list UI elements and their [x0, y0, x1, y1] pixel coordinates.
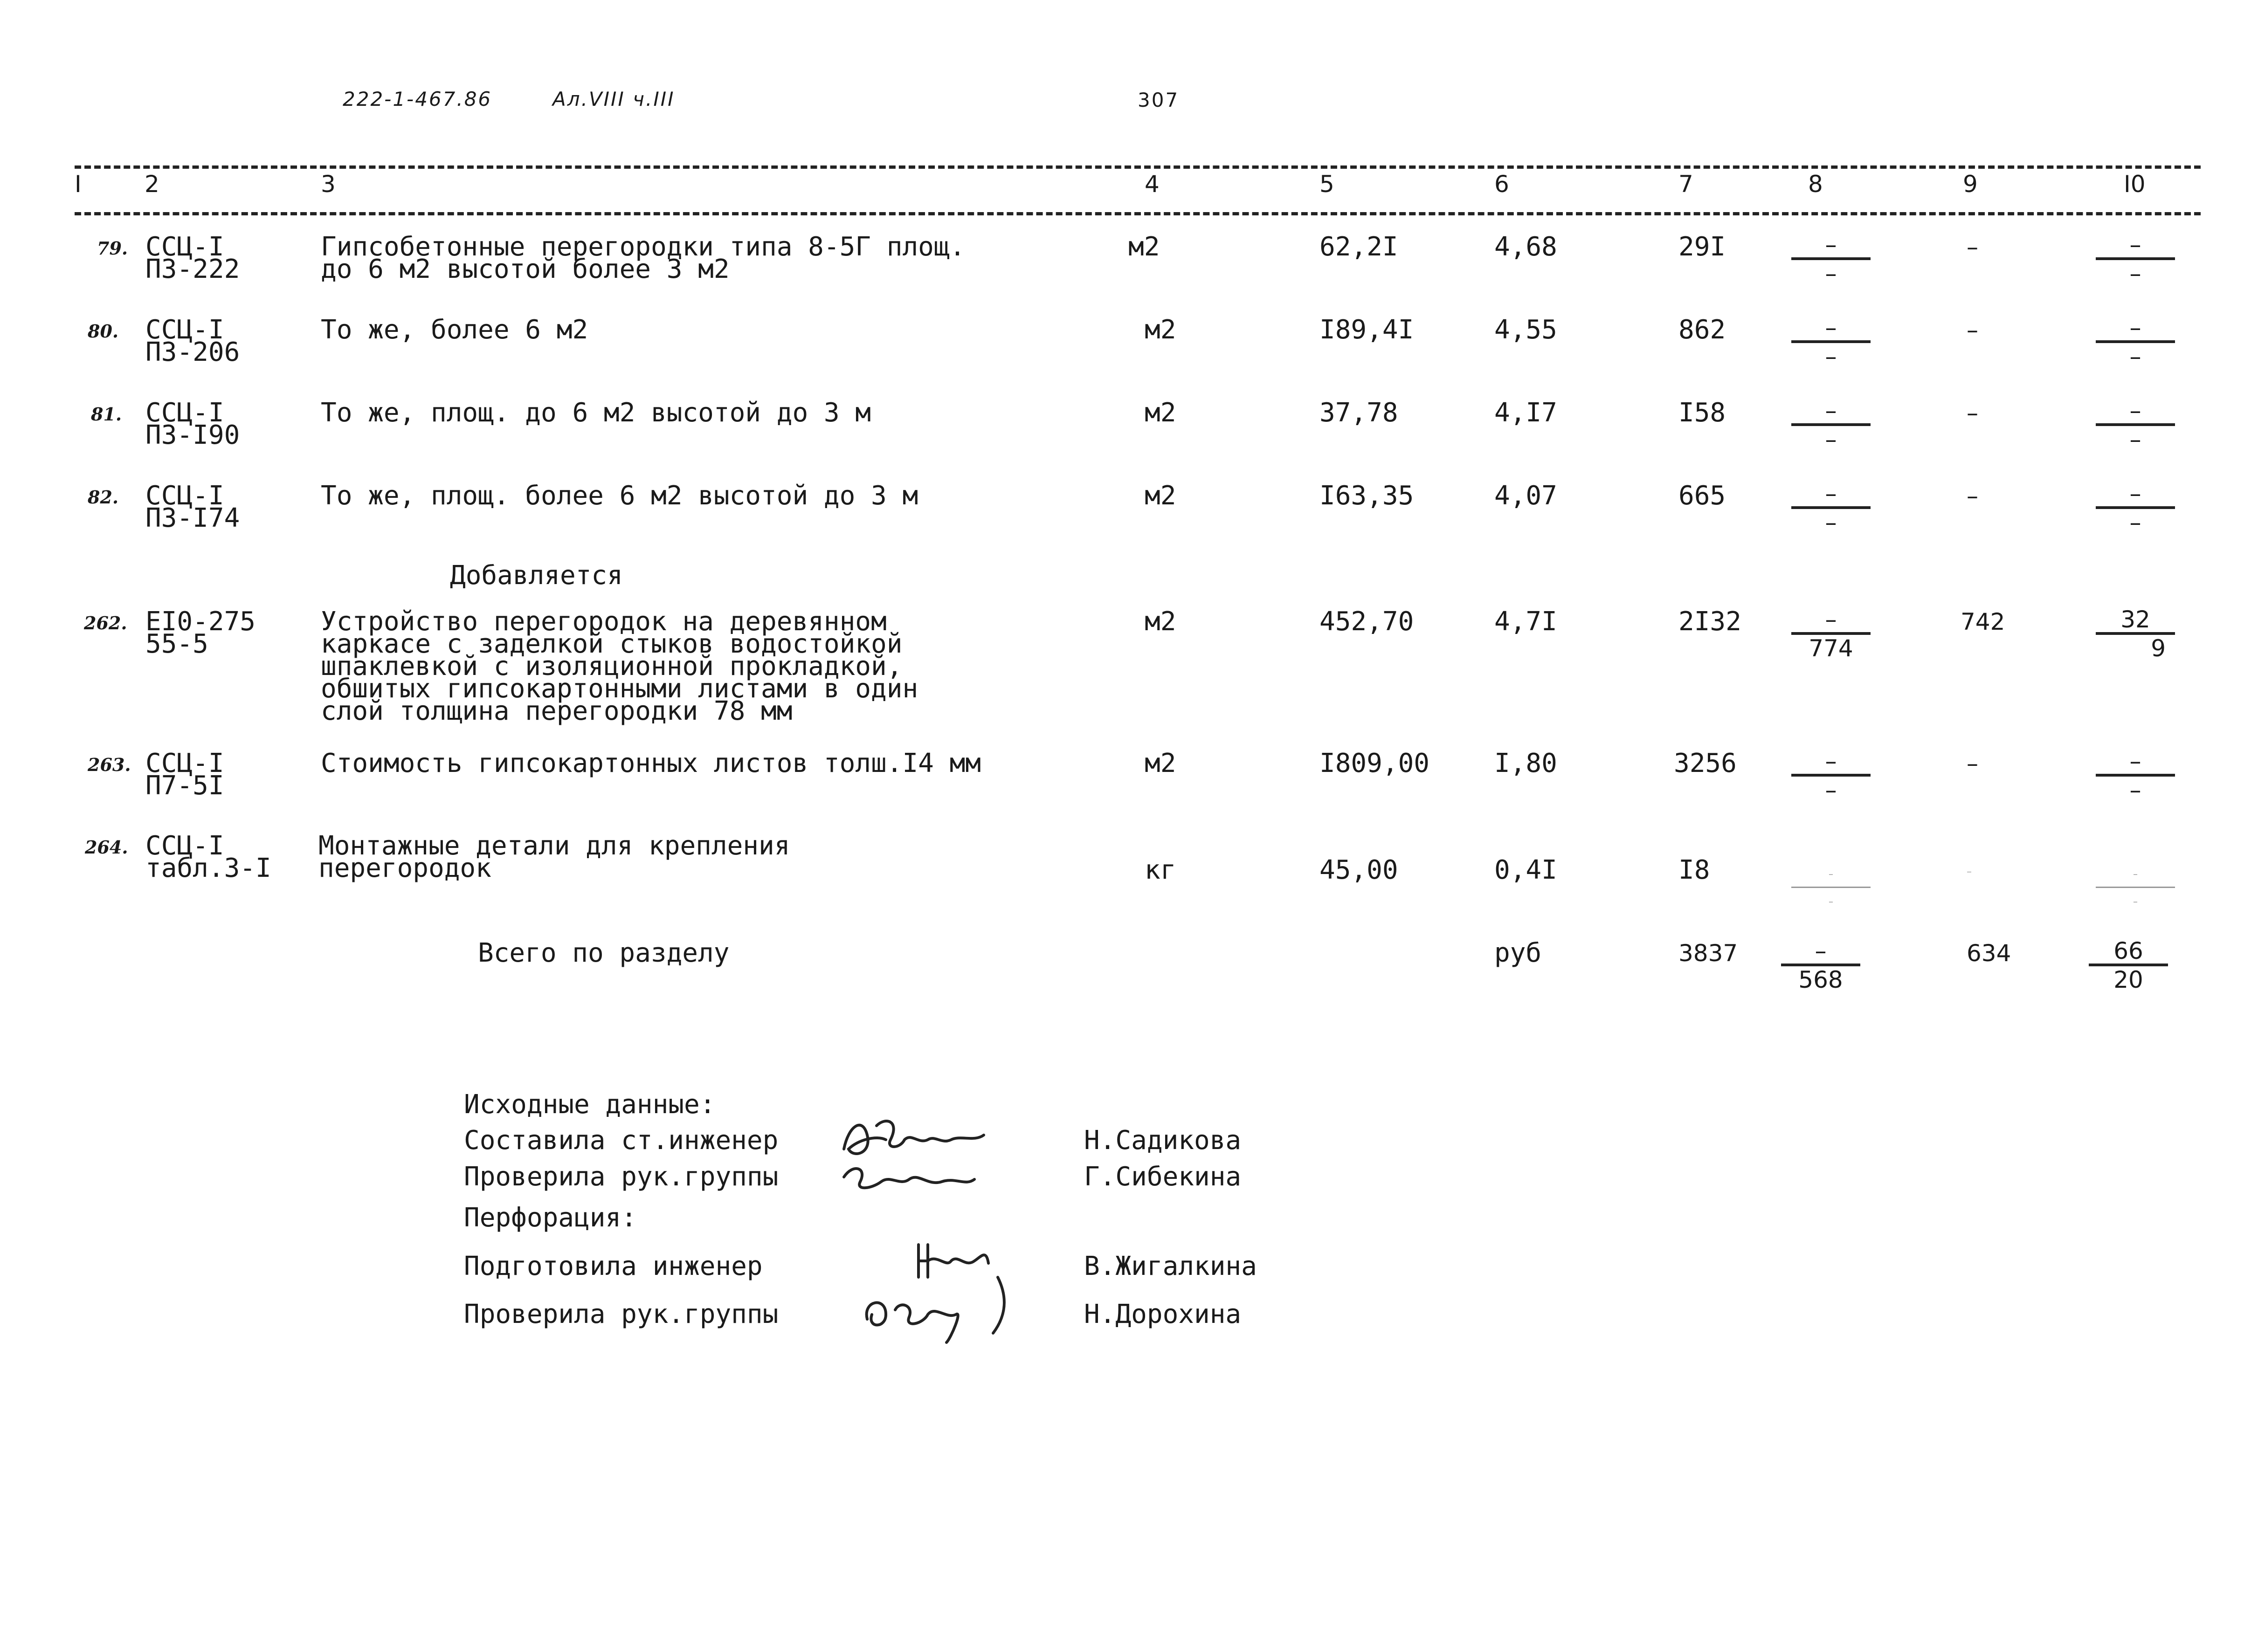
row-unit: м2 — [1145, 481, 1176, 511]
fraction-top: 32 — [2120, 606, 2150, 633]
total-col10-fraction — [2089, 939, 2168, 991]
fraction-top: – — [1825, 397, 1837, 424]
row-col6: 4,68 — [1494, 232, 1557, 262]
row-unit: м2 — [1145, 398, 1176, 428]
row-col6: 4,55 — [1494, 315, 1557, 345]
row-col7: I58 — [1678, 398, 1726, 428]
row-col10-fraction — [2096, 608, 2175, 660]
checked-by-label-2: Проверила рук.группы — [464, 1299, 779, 1329]
document-code: 222-1-467.86 — [343, 88, 492, 110]
perforation-label: Перфорация: — [464, 1203, 637, 1233]
row-code-line1: ЕI0-275 — [145, 606, 256, 637]
fraction-top: – — [1825, 480, 1837, 507]
fraction-top: – — [2129, 397, 2141, 424]
row-description-line: Устройство перегородок на деревянном — [321, 606, 887, 637]
row-col8-fraction — [1791, 482, 1871, 534]
row-col5: I63,35 — [1319, 481, 1414, 511]
total-col9: 634 — [1967, 940, 2011, 967]
row-col6: I,80 — [1494, 748, 1557, 778]
row-unit: м2 — [1145, 315, 1176, 345]
fraction-top: – — [2129, 314, 2141, 341]
fraction-top: – — [1825, 314, 1837, 341]
signature-sadikova — [835, 1107, 1012, 1210]
fraction-bottom: – — [1825, 343, 1837, 370]
checked-by-name: Г.Сибекина — [1084, 1162, 1242, 1192]
row-unit: м2 — [1145, 606, 1176, 637]
fraction-bar — [1791, 887, 1871, 888]
fraction-bottom: – — [2129, 343, 2141, 370]
row-col8-fraction — [1791, 862, 1871, 913]
fraction-bottom: – — [1825, 509, 1837, 536]
fraction-bottom: – — [1825, 777, 1837, 804]
row-col5: 62,2I — [1319, 232, 1398, 262]
fraction-bottom: 568 — [1798, 966, 1843, 993]
fraction-bar — [2096, 887, 2175, 888]
column-header-7: 7 — [1678, 171, 1693, 198]
total-label: Всего по разделу — [478, 938, 730, 968]
fraction-bottom: 774 — [1809, 635, 1853, 662]
fraction-bottom: – — [2129, 260, 2141, 287]
column-header-9: 9 — [1963, 171, 1978, 198]
row-col8-fraction — [1791, 233, 1871, 285]
row-number: 264. — [85, 837, 128, 858]
row-number: 82. — [88, 487, 119, 508]
row-description-line: до 6 м2 высотой более 3 м2 — [321, 254, 730, 284]
row-number: 81. — [91, 404, 122, 425]
fraction-bottom: – — [1829, 896, 1833, 907]
total-unit: руб — [1494, 938, 1542, 968]
row-col9: – — [1967, 399, 1978, 427]
row-code-line2: табл.3-I — [145, 853, 271, 883]
row-code-line2: ПЗ-206 — [145, 337, 240, 367]
row-col8-fraction — [1791, 399, 1871, 451]
section-heading: Добавляется — [450, 560, 623, 591]
signature-zhigalkina — [858, 1235, 1016, 1352]
row-col7: 665 — [1678, 481, 1726, 511]
row-description-line: перегородок — [318, 853, 491, 883]
total-col7: 3837 — [1678, 940, 1738, 967]
row-description-line: Стоимость гипсокартонных листов толш.I4 мм — [321, 748, 981, 778]
row-code-line1: ССЦ-I — [145, 748, 224, 778]
fraction-top: – — [2129, 231, 2141, 258]
row-col10-fraction — [2096, 316, 2175, 368]
fraction-bottom: 9 — [2151, 635, 2166, 662]
fraction-top: – — [1825, 606, 1837, 633]
row-description-line: каркасе с заделкой стыков водостойкой — [321, 629, 903, 659]
row-col9: 742 — [1961, 608, 2005, 635]
row-description-line: То же, более 6 м2 — [321, 315, 588, 345]
table-header-rule — [75, 212, 2201, 215]
row-col7: I8 — [1678, 855, 1710, 885]
row-number: 262. — [84, 613, 127, 633]
column-header-4: 4 — [1145, 171, 1160, 198]
row-description-line: слой толщина перегородки 78 мм — [321, 696, 793, 726]
row-code-line2: 55-5 — [145, 629, 208, 659]
row-code-line2: П7-5I — [145, 771, 224, 801]
row-col7: 862 — [1678, 315, 1726, 345]
row-col10-fraction — [2096, 233, 2175, 285]
row-unit: м2 — [1145, 748, 1176, 778]
fraction-top: – — [1825, 748, 1837, 775]
row-col9: – — [1967, 482, 1978, 509]
fraction-top: – — [1815, 937, 1827, 964]
row-col6: 4,7I — [1494, 606, 1557, 637]
fraction-bottom: – — [1825, 260, 1837, 287]
row-code-line1: ССЦ-I — [145, 831, 224, 861]
row-col5: 452,70 — [1319, 606, 1414, 637]
table-top-rule — [75, 165, 2201, 169]
row-col5: I89,4I — [1319, 315, 1414, 345]
column-header-1: I — [75, 171, 82, 198]
row-code-line1: ССЦ-I — [145, 315, 224, 345]
row-col10-fraction — [2096, 482, 2175, 534]
row-unit: м2 — [1128, 232, 1160, 262]
row-col10-fraction — [2096, 750, 2175, 802]
row-col8-fraction — [1791, 316, 1871, 368]
row-col10-fraction — [2096, 399, 2175, 451]
row-col7: 29I — [1678, 232, 1726, 262]
column-header-3: 3 — [321, 171, 336, 198]
row-col10-fraction — [2096, 862, 2175, 913]
row-number: 79. — [97, 238, 128, 259]
row-code-line1: ССЦ-I — [145, 398, 224, 428]
row-col8-fraction — [1791, 750, 1871, 802]
page-number: 307 — [1138, 89, 1180, 111]
row-description-line: обшитых гипсокартонными листами в один — [321, 674, 918, 704]
column-header-10: I0 — [2124, 171, 2146, 198]
compiled-by-label: Составила ст.инженер — [464, 1125, 779, 1156]
row-unit: кг — [1145, 855, 1176, 885]
row-col6: 4,07 — [1494, 481, 1557, 511]
source-data-label: Исходные данные: — [464, 1089, 716, 1120]
row-col7: 2I32 — [1678, 606, 1741, 637]
row-col5: I809,00 — [1319, 748, 1430, 778]
row-code-line2: ПЗ-I90 — [145, 420, 240, 450]
row-code-line1: ССЦ-I — [145, 481, 224, 511]
row-description-line: шпаклевкой с изоляционной прокладкой, — [321, 651, 903, 681]
fraction-bottom: – — [1825, 426, 1837, 453]
fraction-top: – — [1825, 231, 1837, 258]
row-code-line2: ПЗ-222 — [145, 254, 240, 284]
checked-by-name-2: Н.Дорохина — [1084, 1299, 1242, 1329]
fraction-top: – — [1829, 868, 1833, 880]
row-col9: – — [1967, 866, 1972, 878]
row-description-line: То же, площ. до 6 м2 высотой до 3 м — [321, 398, 871, 428]
fraction-bottom: – — [2133, 896, 2138, 907]
row-col9: – — [1967, 750, 1978, 777]
fraction-top: 66 — [2113, 937, 2143, 964]
fraction-top: – — [2129, 748, 2141, 775]
row-col9: – — [1967, 317, 1978, 344]
column-header-2: 2 — [145, 171, 159, 198]
column-header-6: 6 — [1494, 171, 1509, 198]
row-description-line: Монтажные детали для крепления — [318, 831, 790, 861]
album-reference: Ал.VIII ч.III — [552, 88, 675, 110]
prepared-by-name: В.Жигалкина — [1084, 1251, 1257, 1281]
fraction-bottom: 20 — [2113, 966, 2143, 993]
row-col6: 4,I7 — [1494, 398, 1557, 428]
checked-by-label: Проверила рук.группы — [464, 1162, 779, 1192]
fraction-bottom: – — [2129, 426, 2141, 453]
row-col5: 45,00 — [1319, 855, 1398, 885]
row-col6: 0,4I — [1494, 855, 1557, 885]
compiled-by-name: Н.Садикова — [1084, 1125, 1242, 1156]
row-number: 80. — [88, 321, 119, 342]
fraction-top: – — [2133, 868, 2138, 880]
total-col8-fraction — [1781, 939, 1860, 991]
prepared-by-label: Подготовила инженер — [464, 1251, 763, 1281]
row-code-line1: ССЦ-I — [145, 232, 224, 262]
row-number: 263. — [88, 754, 131, 775]
row-description-line: Гипсобетонные перегородки типа 8-5Г площ. — [321, 232, 966, 262]
row-col7: 3256 — [1674, 748, 1737, 778]
row-description-line: То же, площ. более 6 м2 высотой до 3 м — [321, 481, 918, 511]
row-col8-fraction — [1791, 608, 1871, 660]
row-col5: 37,78 — [1319, 398, 1398, 428]
fraction-bottom: – — [2129, 777, 2141, 804]
fraction-bottom: – — [2129, 509, 2141, 536]
row-col9: – — [1967, 234, 1978, 261]
column-header-5: 5 — [1319, 171, 1334, 198]
fraction-top: – — [2129, 480, 2141, 507]
column-header-8: 8 — [1808, 171, 1823, 198]
row-code-line2: ПЗ-I74 — [145, 503, 240, 533]
